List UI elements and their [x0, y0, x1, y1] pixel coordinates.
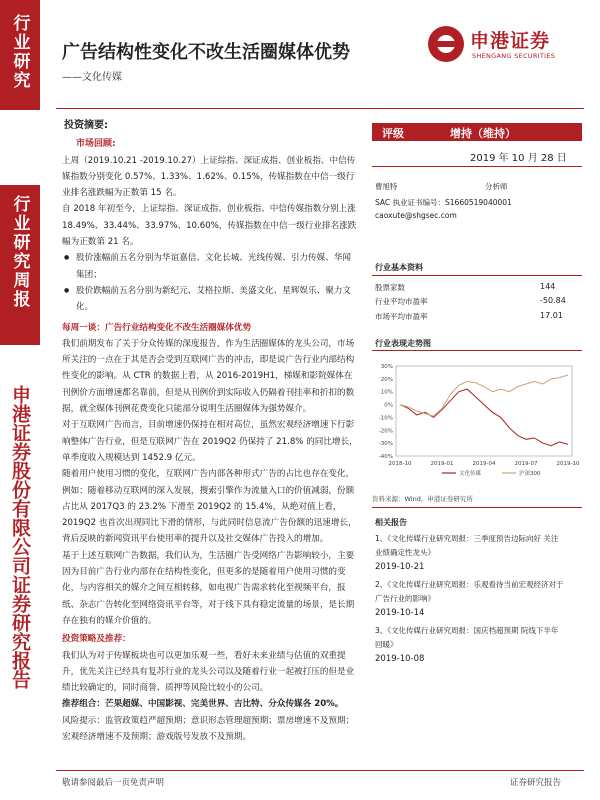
basic-data-label-1: 行业平均市盈率	[375, 297, 428, 306]
basic-data-label-0: 股票家数	[375, 283, 405, 292]
related-report-2-date: 2019-10-14	[375, 608, 425, 618]
date-divider	[372, 166, 582, 167]
x-tick-label: 2019-10	[556, 461, 580, 467]
sidebar-top-label: 行业研究	[9, 14, 30, 90]
chart-source: 资料来源：Wind，申港证券研究所	[372, 495, 473, 503]
sidebar-mid-block	[0, 185, 40, 345]
y-tick-label: -30%	[378, 441, 393, 448]
analyst-email: caoxute@shgsec.com	[375, 211, 457, 220]
related-report-2: 2、《文化传媒行业研究周报：乐观看待当前宏观经济对于广告行业的影响》	[375, 580, 564, 603]
weekly-paragraph-1: 我们前期发布了关于分众传媒的深度报告，作为生活圈媒体的龙头公司，市场所关注的一点在于其是否会受到互联网广告的冲击，即是说广告行业内部结构性变化的影响。从 CTR 的数据上看，从 2016-2019H1，梯媒和影院媒体在刊例价方面增速都名靠前，但是从刊例价到实际收入仍隔着刊挂率和折扣的数据，就全媒体刊例花费变化只能部分说明生活圈媒体为强势媒介。	[62, 338, 355, 415]
related-report-3-date: 2019-10-08	[375, 654, 425, 664]
market-review-paragraph-2: 自 2018 年初至今，上证综指、深证成指、创业板指、中信传媒指数分别上涨 18.49%、33.44%、33.97%、10.60%，传媒指数在中信一级行业排名涨跌幅为正数第 21 名。	[62, 204, 357, 248]
sac-number: SAC 执业证书编号：S1660519040001	[375, 198, 512, 207]
strategy-heading: 投资策略及推荐：	[62, 634, 131, 645]
report-date: 2019 年 10 月 28 日	[470, 153, 567, 164]
sidebar-top-block	[0, 0, 40, 110]
sidebar	[0, 0, 40, 800]
x-tick-label: 2019-04	[472, 461, 496, 467]
weekly-topic-heading: 每周一谈：广告行业结构变化不改生活圈媒体优势	[62, 322, 252, 333]
sidebar-company-label: 申港证券股份有限公司证券研究报告	[9, 385, 31, 689]
logo-icon	[428, 26, 464, 62]
risk-warning: 风险提示：监管政策趋严超预期；意识形态管理超预期；票房增速不及预期；宏观经济增速不及预期；游戏版号发放不及预期。	[62, 715, 355, 742]
analyst-role: 分析师	[485, 182, 508, 191]
x-tick-label: 2018-10	[388, 461, 412, 467]
report-title: 广告结构性变化不改生活圈媒体优势	[62, 42, 350, 63]
recommendation: 推荐组合：芒果超媒、中国影视、完美世界、吉比特、分众传媒各 20%。	[62, 699, 344, 710]
weekly-paragraph-3: 随着用户使用习惯的变化，互联网广告内部各种形式广告的占比也存在变化，例如：随着移动互联网的深入发展，搜索引擎作为流量入口的价值减弱，份额占比从 2017Q3 的 23.2% 下滑至 2019Q2 的 15.4%，从绝对值上看，2019Q2 也首次出现同比下滑的情形，与此同时信息流广告份额的迅速增长，背后反映的新闻资讯平台使用率的提升以及社交媒体广告投入的增加。	[62, 469, 357, 545]
weekly-paragraph-4: 基于上述互联网广告数据，我们认为，生活圈广告受网络广告影响较小，主要因为目前广告行业内部存在结构性变化，但更多的是随着用户使用习惯的变化，与内容相关的媒介之间互相转移，如电视广告需求转化至视频平台，报纸、杂志广告转化至网络资讯平台等，对于线下具有稳定流量的场景，是长期存在独有的媒介价值的。	[62, 550, 355, 626]
related-report-3: 3、《文化传媒行业研究周报：国庆档超预期 院线下半年回暖》	[375, 626, 559, 649]
chart-frame	[396, 366, 572, 456]
y-tick-label: -20%	[378, 428, 393, 435]
basic-data-heading: 行业基本资料	[375, 263, 423, 272]
sidebar-mid-label: 行业研究周报	[9, 195, 30, 309]
losers-bullet: ● 股价跌幅前五名分别为新纪元、艾格拉斯、美盛文化、星辉娱乐、聚力文化。	[62, 283, 358, 316]
footer-label: 证券研究报告	[510, 778, 562, 788]
basic-data-value-1: -50.84	[540, 296, 566, 305]
gainers-bullet: ● 股价涨幅前五名分别为华谊嘉信、文化长城、光线传媒、引力传媒、华闻集团；	[62, 250, 358, 283]
y-tick-label: 20%	[380, 376, 393, 383]
basic-data-label-2: 市场平均市盈率	[375, 312, 428, 321]
summary-heading: 投资摘要:	[64, 120, 108, 131]
y-tick-label: 0%	[384, 402, 393, 409]
logo-english: SHENGANG SECURITIES	[472, 52, 556, 60]
market-review-paragraph-1: 上周（2019.10.21 -2019.10.27）上证综指、深证成指、创业板指、中信传媒指数分别变化 0.57%、1.33%、1.62%、0.15%，传媒指数在中信一级行业排名涨跌幅为正数第 15 名。	[62, 155, 356, 199]
source-divider	[372, 507, 582, 508]
y-tick-label: -40%	[378, 454, 393, 460]
rating-box	[372, 123, 582, 141]
logo-text: 申港证券	[470, 30, 551, 52]
series-line-media	[400, 389, 568, 446]
related-reports	[375, 532, 565, 666]
report-subtitle: ——文化传媒	[62, 72, 122, 83]
market-review-heading: 市场回顾:	[76, 139, 116, 150]
summary-section	[62, 118, 358, 745]
footer-divider	[56, 770, 584, 771]
chart-divider	[372, 350, 582, 351]
related-report-1-date: 2019-10-21	[375, 562, 425, 572]
related-heading: 相关报告	[375, 518, 407, 527]
legend-label: 沪深300	[519, 471, 541, 477]
y-tick-label: -10%	[378, 415, 393, 422]
related-report-1: 1、《文化传媒行业研究周报：三季度预告边际向好 关注业绩确定性龙头》	[375, 534, 559, 557]
series-line-csi300	[400, 375, 568, 416]
weekly-paragraph-2: 对于互联网广告而言，目前增速仍保持在相对高位，虽然宏观经济增速下行影响整体广告行业，但是互联网广告在 2019Q2 仍保持了 21.8% 的同比增长，单季度收入规模达到 1452.9 亿元。	[62, 420, 358, 463]
rating-value: 增持（维持）	[450, 127, 516, 140]
analyst-name: 曹旭特	[375, 182, 398, 191]
legend-label: 文化传媒	[459, 471, 482, 477]
performance-chart	[372, 358, 582, 478]
footer-disclaimer: 敬请参阅最后一页免责声明	[62, 778, 165, 788]
y-tick-label: 30%	[380, 364, 393, 370]
strategy-paragraph: 我们认为对于传媒板块也可以更加乐观一些，看好未来业绩与估值的双重提升，优先关注已经具有复苏行业的龙头公司以及随着行业一起被打压的但是业绩比较确定的，同时商誉、质押等风险比较小的公司。	[62, 650, 355, 694]
x-tick-label: 2019-01	[430, 461, 454, 467]
header-divider	[56, 108, 584, 109]
basic-data-divider	[372, 275, 582, 276]
x-tick-label: 2019-07	[514, 461, 538, 467]
rating-label: 评级	[382, 127, 404, 140]
basic-data-value-0: 144	[540, 282, 556, 291]
chart-heading: 行业表现走势图	[375, 339, 431, 348]
basic-data-value-2: 17.01	[540, 311, 563, 320]
y-tick-label: 10%	[380, 389, 393, 396]
